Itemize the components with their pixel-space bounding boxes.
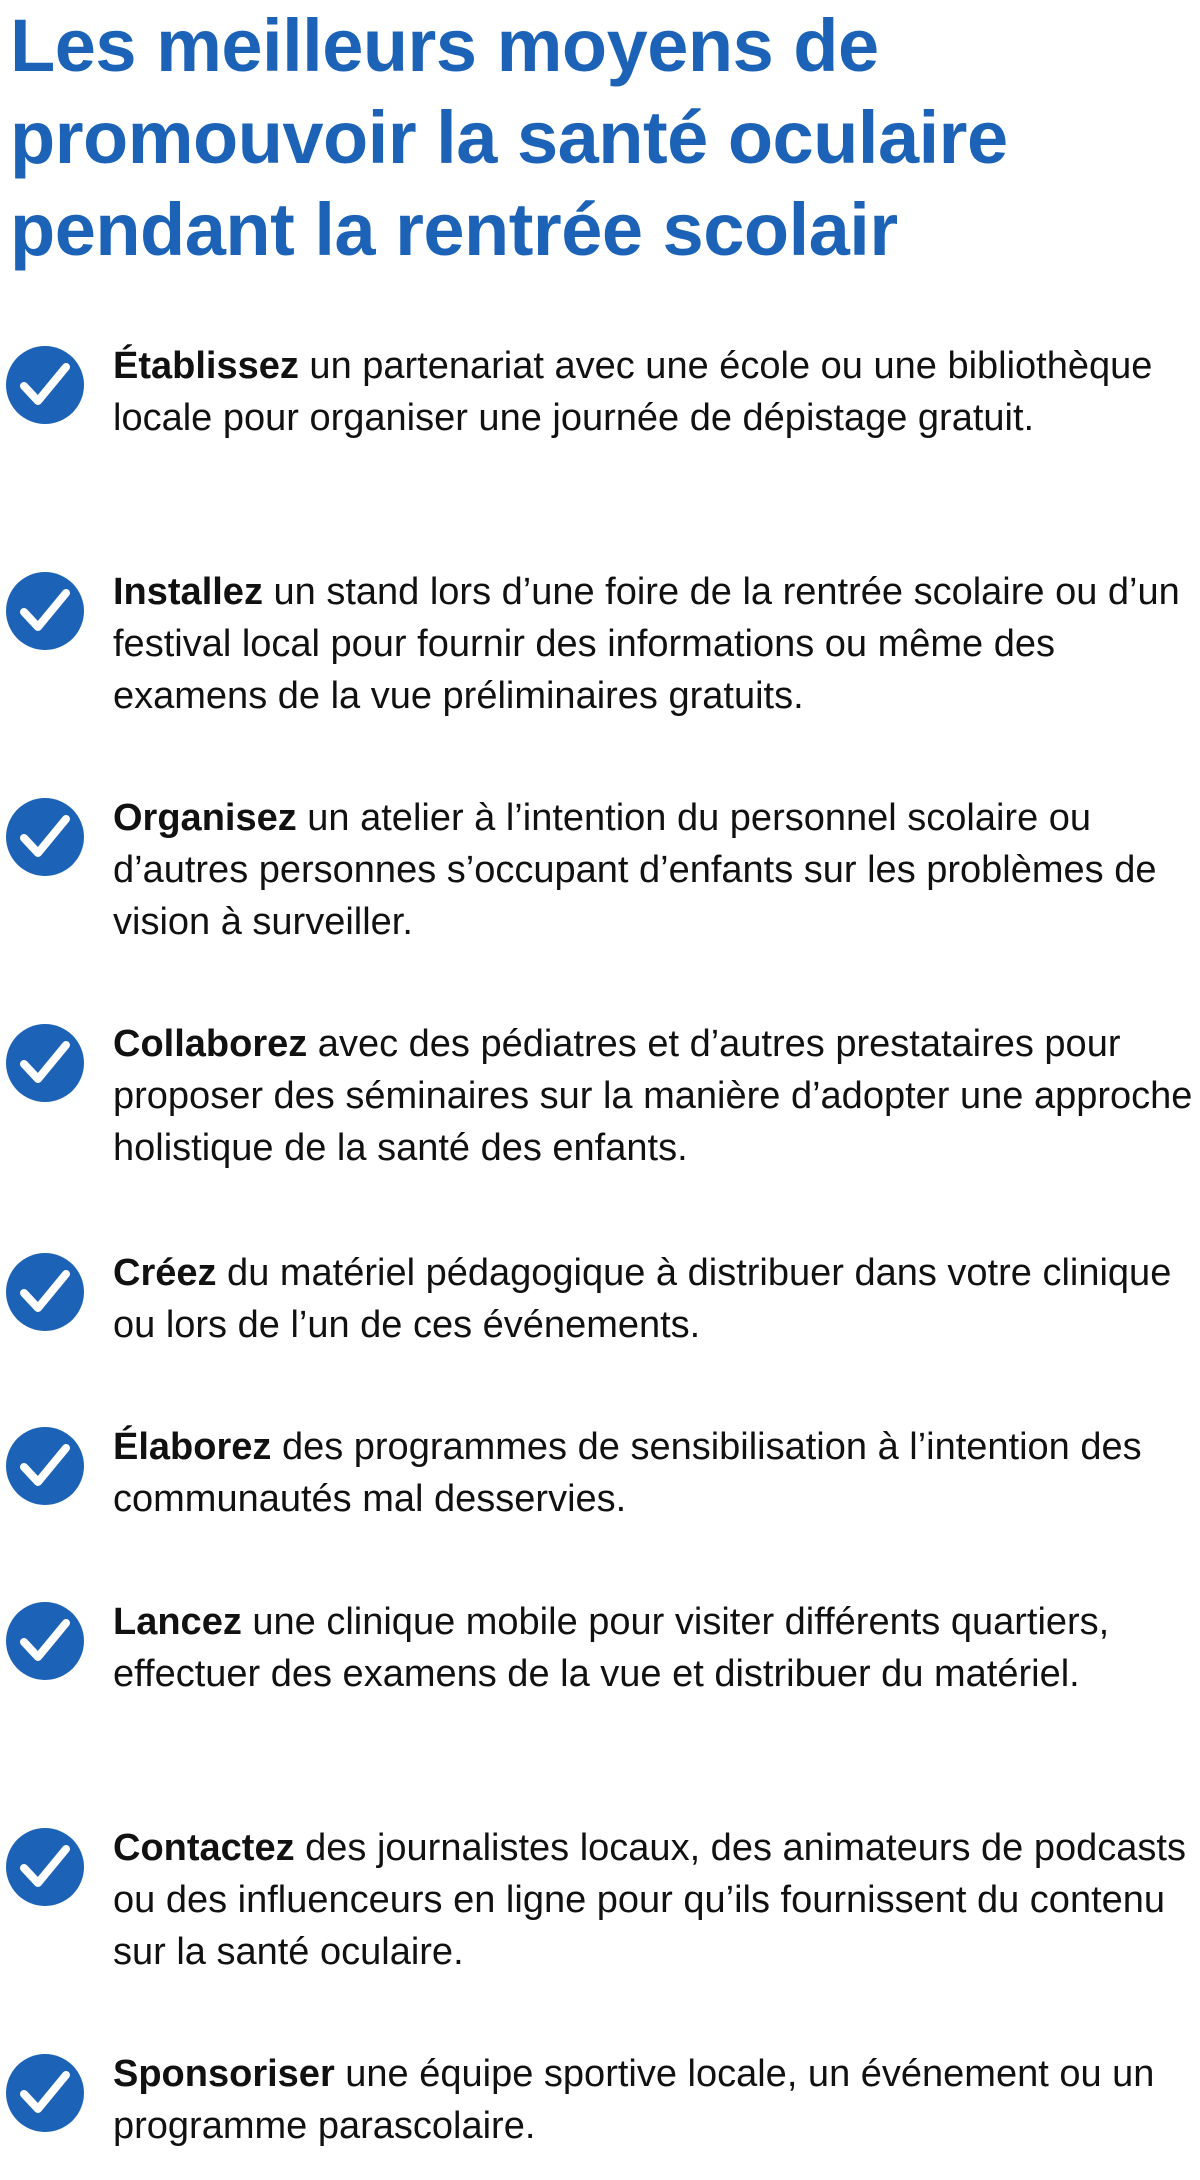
list-item-verb: Sponsoriser (113, 2053, 335, 2095)
list-item-text (113, 792, 1198, 948)
list-item-description: un stand lors d’une foire de la rentrée scolaire ou d’un festival local pour fournir des informations ou même des examens de la vue préliminaires gratuits. (113, 571, 1180, 717)
list-item-description: une équipe sportive locale, un événement ou un programme parascolaire. (113, 2053, 1155, 2147)
list-item-text (113, 1018, 1198, 1174)
list-item-verb: Collaborez (113, 1023, 308, 1065)
list-item-text (113, 340, 1198, 444)
list-item-verb: Contactez (113, 1827, 295, 1869)
list-item-text (113, 1421, 1198, 1525)
check-circle-icon (6, 1602, 84, 1680)
check-circle-icon (6, 572, 84, 650)
list-item-description: un atelier à l’intention du personnel scolaire ou d’autres personnes s’occupant d’enfants sur les problèmes de vision à surveiller. (113, 797, 1157, 943)
list-item-description: du matériel pédagogique à distribuer dans votre clinique ou lors de l’un de ces événements. (113, 1252, 1172, 1346)
list-item-text (113, 1822, 1198, 1978)
list-item-verb: Organisez (113, 797, 297, 839)
list-item-text (113, 1247, 1198, 1351)
list-item-description: une clinique mobile pour visiter différents quartiers, effectuer des examens de la vue et distribuer du matériel. (113, 1601, 1110, 1695)
check-circle-icon (6, 1253, 84, 1331)
list-item-text (113, 566, 1198, 722)
check-circle-icon (6, 1828, 84, 1906)
check-circle-icon (6, 1427, 84, 1505)
list-item-verb: Installez (113, 571, 263, 613)
check-circle-icon (6, 798, 84, 876)
list-item-text (113, 1596, 1198, 1700)
list-item-description: un partenariat avec une école ou une bibliothèque locale pour organiser une journée de dépistage gratuit. (113, 345, 1153, 439)
list-item-verb: Élaborez (113, 1426, 272, 1468)
list-item-verb: Lancez (113, 1601, 242, 1643)
check-circle-icon (6, 346, 84, 424)
list-item-text (113, 2048, 1198, 2152)
page-title: Les meilleurs moyens de promouvoir la santé oculaire pendant la rentrée scolair (10, 4, 1008, 271)
check-circle-icon (6, 1024, 84, 1102)
list-item-description: avec des pédiatres et d’autres prestataires pour proposer des séminaires sur la manière d’adopter une approche holistique de la santé des enfants. (113, 1023, 1193, 1169)
list-item-description: des programmes de sensibilisation à l’intention des communautés mal desservies. (113, 1426, 1142, 1520)
list-item-verb: Établissez (113, 345, 299, 387)
list-item-description: des journalistes locaux, des animateurs de podcasts ou des influenceurs en ligne pour qu’ils fournissent du contenu sur la santé oculaire. (113, 1827, 1186, 1973)
check-circle-icon (6, 2054, 84, 2132)
list-item-verb: Créez (113, 1252, 217, 1294)
